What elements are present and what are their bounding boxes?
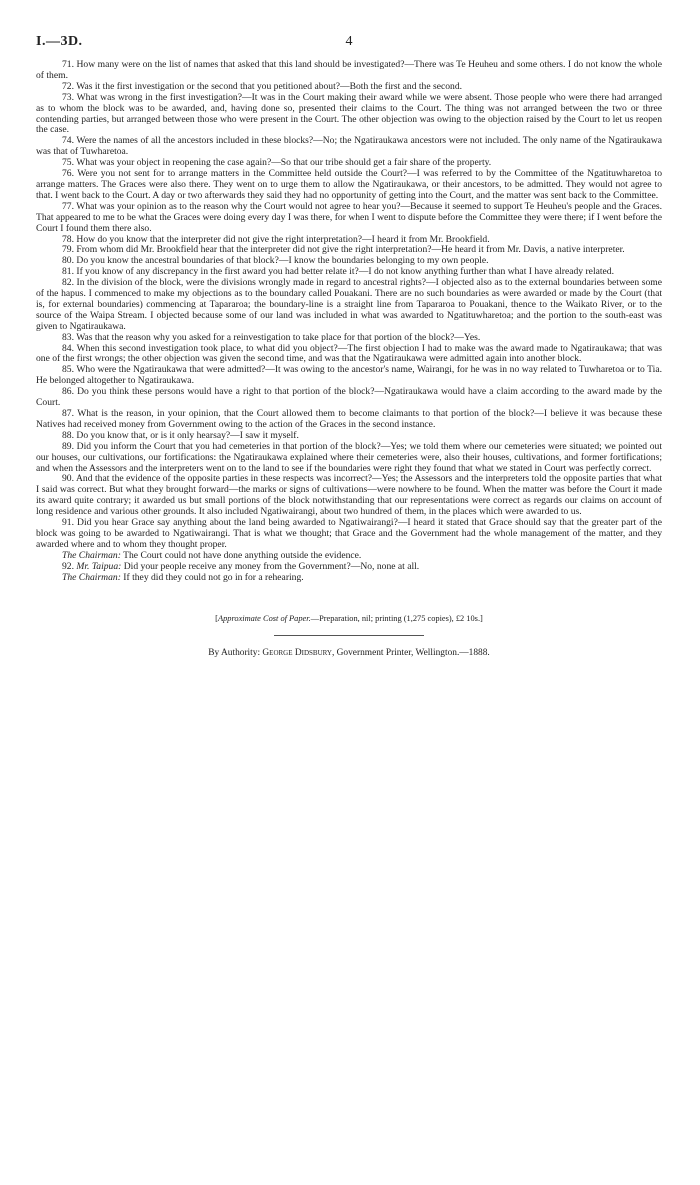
question-paragraph: 74. Were the names of all the ancestors included in these blocks?—No; the Ngatiraukawa ancestors were not included. The only name of the Ngatiraukawa was that of Tuwharetoa. [36,135,662,158]
question-paragraph: 77. What was your opinion as to the reason why the Court would not agree to hear you?—Because it seemed to support Te Heuheu's people and the Graces. That appeared to me to be what the Graces were doing every day I was there, for when I went to dispute before the Committee they were there; if I went before the Court I found them there also. [36,200,662,234]
question-paragraph: 90. And that the evidence of the opposite parties in these respects was incorrect?—Yes; the Assessors and the interpreters told the opposite parties that what I said was correct. But what they brought forward—the marks or signs of cultivations—were nowhere to be found. When the matter was before the Court it made its award quite contrary; it awarded us but small portions of the block notwithstanding that our representations were correct as regards our claims on account of long residence and various other grounds. It also included Ngatiwairangi, about two hundred of them, in the places which were awarded to us. [36,473,662,518]
cost-text: —Preparation, nil; printing (1,275 copies), £2 10s. [310,613,481,623]
question-paragraph: 73. What was wrong in the first investigation?—It was in the Court making their award while we were absent. Those people who were there had arranged as to whom the block was to be awarded, and, having done so, presented their claims to the Court. The thing was not arranged between the two or three contending parties, but arranged between those who were present in the Court. The other objection was owing to the objection raised by the Court to let us reopen the case. [36,91,662,136]
question-paragraph: 75. What was your object in reopening the case again?—So that our tribe should get a fair share of the property. [62,157,492,169]
question-paragraph: 91. Did you hear Grace say anything about the land being awarded to Ngatiwairangi?—I heard it stated that Grace should say that the greater part of the block was going to be awarded to Ngatiwairangi. That is what we thought; that Grace and the Government had the whole management of the matter, and they awarded where and to whom they thought proper. [36,517,662,550]
cost-note: [Approximate Cost of Paper.—Preparation, nil; printing (1,275 copies), £2 10s.] [215,613,483,623]
printer-name: George Didsbury [262,647,332,658]
question-paragraph: 87. What is the reason, in your opinion, that the Court allowed them to become claimants to that portion of the block?—I believe it was because these Natives had received money from Government owing to the action of the Graces in the second instance. [36,408,662,430]
question-paragraph: 71. How many were on the list of names that asked that this land should be investigated?—There was Te Heuheu and some others. I do not know the whole of them. [36,59,662,81]
speaker-name: Mr. Taipua: [76,560,122,572]
question-paragraph: 89. Did you inform the Court that you had cemeteries in that portion of the block?—Yes; we told them where our cemeteries were situated; we pointed out our houses, our cultivations, our fortifications: the Ngatiraukawa explained where their cemeteries were, also their houses, cultivations, and former fortifications; and when the Assessors and the interpreters went on to the land to see if the boundaries were right they found that what we stated in Court was perfectly correct. [36,440,662,474]
question-paragraph: 76. Were you not sent for to arrange matters in the Committee held outside the Court?—I was referred to by the Committee of the Ngatituwharetoa to arrange matters. The Graces were also there. They went on to urge them to allow the Ngatiraukawa, or their ancestors, to be admitted. They would not agree to that. I went back to the Court. A day or two afterwards they said they had no opportunity of getting into the Court, and the matter was sent back to the Committee. [36,168,662,201]
footer-divider [274,635,424,636]
speaker-name: The Chairman: [62,549,121,561]
document-body [36,60,662,584]
question-paragraph: 84. When this second investigation took place, to what did you object?—The first objection I had to make was the award made to Ngatiraukawa; that was one of the first wrongs; the other objection was given the second time, and was that the Ngatiraukawa were admitted again into another block. [36,342,662,365]
question-paragraph: 86. Do you think these persons would have a right to that portion of the block?—Ngatiraukawa would have a claim according to the award made by the Court. [36,386,662,409]
page-number: 4 [345,34,353,49]
question-paragraph: 78. How do you know that the interpreter did not give the right interpretation?—I heard it from Mr. Brookfield. [62,233,490,245]
page-header [36,34,662,60]
speaker-name: The Chairman: [62,571,121,583]
printer-imprint [36,648,662,658]
statement-text: The Court could not have done anything outside the evidence. [120,549,362,561]
paper-reference: I.—3D. [36,34,83,49]
question-paragraph: 79. From whom did Mr. Brookfield hear that the interpreter did not give the right interpretation?—He heard it from Mr. Davis, a native interpreter. [62,244,625,256]
statement-text: Did your people receive any money from the Government?—No, none at all. [121,560,420,572]
question-paragraph: 82. In the division of the block, were the divisions wrongly made in regard to ancestral rights?—I objected also as to the external boundaries between some of the hapus. I commenced to make my objections as to the boundary called Pouakani. There are no such boundaries as were awarded or made by the Court (that is, for external boundaries) commencing at Tapararoa; the boundary-line is a straight line from Tapararoa to Pouakani, thence to the Waikato River, or to the source of the Waipa Stream. I objected because some of our land was included in what was awarded to Ngatituwharetoa; and the portion to the south-east was given to Ngatiraukawa. [36,277,662,332]
question-paragraph: 83. Was that the reason why you asked for a reinvestigation to take place for that portion of the block?—Yes. [62,331,481,343]
question-paragraph: 88. Do you know that, or is it only hearsay?—I saw it myself. [62,429,299,441]
cost-label: Approximate Cost of Paper. [217,613,311,623]
question-paragraph: 85. Who were the Ngatiraukawa that were admitted?—It was owing to the ancestor's name, Wairangi, for he was in no way related to Tuwharetoa or to Tia. He belonged altogether to Ngatiraukawa. [36,364,662,387]
authority-suffix: , Government Printer, Wellington.—1888. [331,647,490,658]
statement-text: If they did they could not go in for a rehearing. [120,571,304,583]
chairman-statement [36,573,662,584]
question-paragraph: 80. Do you know the ancestral boundaries of that block?—I know the boundaries belonging to my own people. [62,255,489,267]
question-number: 92. [62,560,77,572]
question-paragraph: 72. Was it the first investigation or the second that you petitioned about?—Both the first and the second. [62,80,463,92]
authority-prefix: By Authority: [208,647,263,658]
question-paragraph: 81. If you know of any discrepancy in the first award you had better relate it?—I do not know anything further than what I have already related. [62,266,614,278]
